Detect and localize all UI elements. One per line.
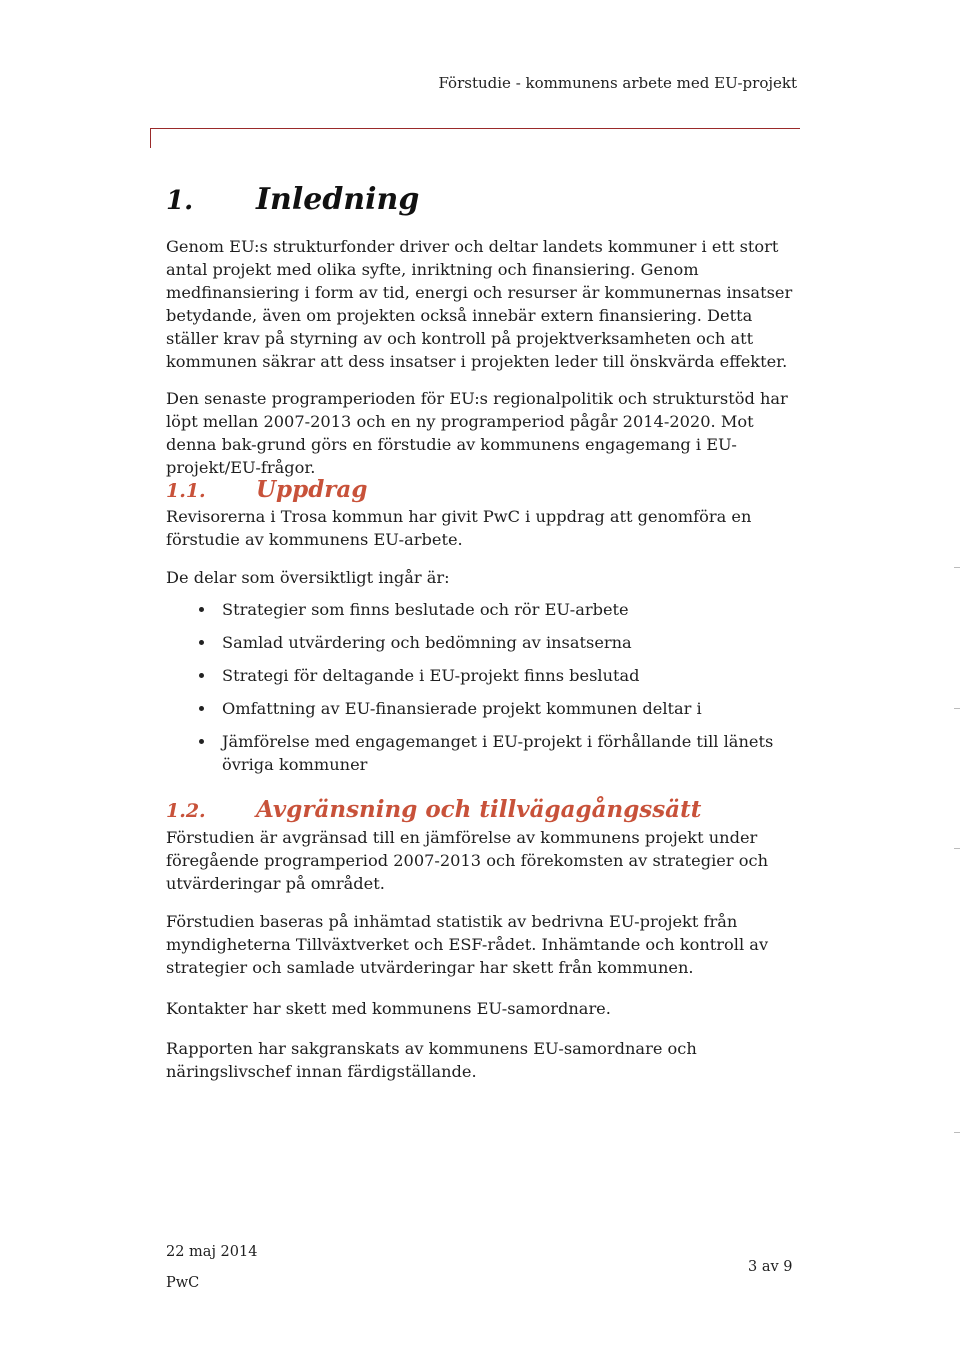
list-item: Strategier som finns beslutade och rör EU-arbete — [166, 598, 796, 621]
paragraph-scope-1: Förstudien är avgränsad till en jämförelse av kommunens projekt under föregående programperiod 2007-2013 och förekomsten av strategier och utvärderingar på området. — [166, 828, 768, 893]
header-rule-tick — [150, 128, 151, 148]
subsection-title: Uppdrag — [256, 476, 368, 503]
bullet-icon — [199, 640, 204, 645]
section-number: 1. — [166, 186, 194, 216]
list-item: Strategi för deltagande i EU-projekt finns beslutad — [166, 664, 796, 687]
paragraph-scope-2: Förstudien baseras på inhämtad statistik av bedrivna EU-projekt från myndigheterna Tillväxtverket och ESF-rådet. Inhämtande och kontroll av strategier och samlade utvärderingar har skett från kommunen. — [166, 912, 769, 977]
list-item: Jämförelse med engagemanget i EU-projekt i förhållande till länets övriga kommuner — [166, 730, 797, 776]
scan-edge-mark — [954, 708, 960, 709]
paragraph-scope-3: Kontakter har skett med kommunens EU-samordnare. — [166, 999, 611, 1018]
paragraph-scope-4: Rapporten har sakgranskats av kommunens EU-samordnare och näringslivschef innan färdigställande. — [166, 1039, 697, 1081]
scan-edge-mark — [954, 1132, 960, 1133]
list-item: Samlad utvärdering och bedömning av insatserna — [166, 631, 796, 654]
scan-edge-mark — [954, 848, 960, 849]
section-heading-1-1 — [166, 476, 367, 503]
page-number: 3 av 9 — [748, 1259, 793, 1275]
paragraph-intro-1: Genom EU:s strukturfonder driver och deltar landets kommuner i ett stort antal projekt med olika syfte, inriktning och finansiering. Genom medfinansiering i form av tid, energi och resurser är kommunernas insatser betydande, även om projekten också innebär extern finansiering. Detta ställer krav på styrning av och kontroll på projektverksamheten och att kommunen säkrar att dess insatser i projekten leder till önskvärda effekter. — [166, 237, 793, 371]
scan-edge-mark — [954, 567, 960, 568]
section-heading-1-2 — [166, 796, 701, 823]
bullet-icon — [199, 739, 204, 744]
scope-list — [166, 598, 796, 786]
bullet-icon — [199, 607, 204, 612]
list-item: Omfattning av EU-finansierade projekt kommunen deltar i — [166, 697, 796, 720]
footer-organization: PwC — [166, 1275, 200, 1291]
subsection-title: Avgränsning och tillvägagångssätt — [256, 796, 702, 823]
paragraph-intro-2: Den senaste programperioden för EU:s regionalpolitik och strukturstöd har löpt mellan 2007-2013 och en ny programperiod pågår 2014-2020. Mot denna bak-grund görs en förstudie av kommunens engagemang i EU-projekt/EU-frågor. — [166, 389, 788, 477]
section-title: Inledning — [256, 182, 420, 217]
bullet-icon — [199, 706, 204, 711]
section-heading-1 — [166, 182, 419, 217]
subsection-number: 1.1. — [166, 480, 206, 502]
header-rule — [150, 128, 800, 129]
paragraph-uppdrag-1: Revisorerna i Trosa kommun har givit PwC i uppdrag att genomföra en förstudie av kommunens EU-arbete. — [166, 507, 752, 549]
bullet-icon — [199, 673, 204, 678]
paragraph-uppdrag-2: De delar som översiktligt ingår är: — [166, 568, 450, 587]
subsection-number: 1.2. — [166, 800, 206, 822]
footer-date: 22 maj 2014 — [166, 1244, 258, 1260]
running-header: Förstudie - kommunens arbete med EU-projekt — [438, 74, 797, 92]
